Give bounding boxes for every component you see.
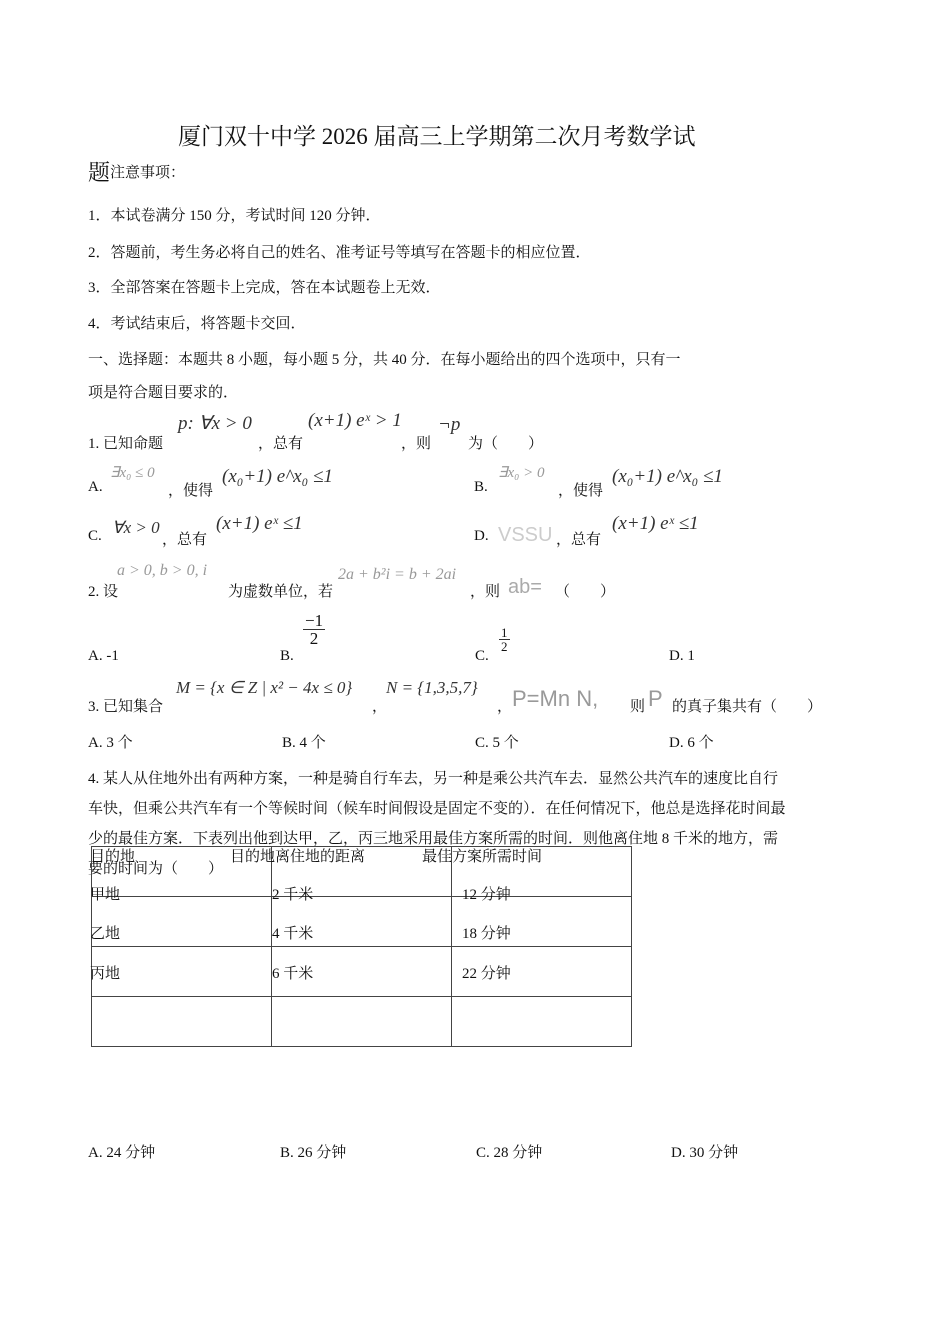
q2-option-d: D. 1 [669, 648, 695, 664]
q3-option-a: A. 3 个 [88, 735, 133, 751]
table-header: 目的地 [90, 849, 136, 865]
q1-math: (x+1) eˣ ≤1 [612, 513, 699, 534]
q3-text: 3. 已知集合 [88, 699, 164, 715]
q1-math: ¬p [438, 414, 461, 435]
table-header: 最佳方案所需时间 [422, 849, 543, 865]
table-cell: 甲地 [90, 887, 121, 903]
q3-text: 则 [630, 699, 646, 715]
q1-math: (x₀+1) e^x₀ ≤1 [612, 466, 723, 487]
q3-math: N = {1,3,5,7} [386, 678, 478, 697]
q1-text: ，总有 [162, 532, 208, 548]
q1-text: 为（ ） [468, 436, 544, 452]
q1-text: ，总有 [258, 436, 304, 452]
q1-math: (x+1) eˣ > 1 [308, 410, 402, 431]
q4-text: 要的时间为（ ） [88, 861, 224, 877]
q4-table [91, 846, 632, 1047]
notice-2: 2．答题前，考生务必将自己的姓名、准考证号等填写在答题卡的相应位置． [88, 245, 591, 261]
table-header: 目的地离住地的距离 [230, 849, 366, 865]
q1-text: ，使得 [558, 483, 604, 499]
q3-math: M = {x ∈ Z | x² − 4x ≤ 0} [176, 678, 353, 697]
table-cell: 22 分钟 [462, 966, 511, 982]
q1-text: 1. 已知命题 [88, 436, 164, 452]
q3-option-b: B. 4 个 [282, 735, 326, 751]
q2-fraction [499, 626, 510, 653]
q3-option-c: C. 5 个 [475, 735, 519, 751]
q1-option-d: D. [474, 528, 489, 544]
q2-option-c: C. [475, 648, 489, 664]
q2-fraction [303, 612, 325, 647]
q4-text: 车快，但乘公共汽车有一个等候时间（候车时间假设是固定不变的）．在任何情况下，他总是选择花时间最 [88, 801, 786, 817]
q1-faded-text: VSSU [498, 524, 553, 546]
denominator: 2 [309, 629, 319, 648]
q1-math: ∃x₀ ≤ 0 [110, 465, 155, 481]
q1-text: ，总有 [556, 532, 602, 548]
q1-option-b: B. [474, 479, 488, 495]
table-cell: 6 千米 [272, 966, 314, 982]
notice-1: 1．本试卷满分 150 分，考试时间 120 分钟． [88, 208, 381, 224]
q2-math: 2a + b²i = b + 2ai [338, 566, 457, 583]
numerator: 1 [501, 625, 508, 640]
q4-option-a: A. 24 分钟 [88, 1145, 156, 1161]
table-cell: 丙地 [90, 966, 121, 982]
q2-faded-text: ab= [508, 576, 542, 598]
q2-text: 2. 设 [88, 584, 119, 600]
notice-heading: 注意事项： [110, 165, 186, 181]
q2-text: （ ） [555, 584, 616, 600]
q2-text: 为虚数单位，若 [228, 584, 334, 600]
table-cell: 12 分钟 [462, 887, 511, 903]
q1-option-a: A. [88, 479, 103, 495]
q3-text: ， [497, 699, 513, 715]
q3-text: ， [372, 699, 388, 715]
numerator: −1 [305, 611, 324, 630]
q2-text: ，则 [470, 584, 501, 600]
q1-math: ∀x > 0 [112, 518, 160, 537]
q1-math: p: ∀x > 0 [178, 413, 252, 434]
q4-text: 4. 某人从住地外出有两种方案，一种是骑自行车去，另一种是乘公共汽车去．显然公共汽车的速度比自行 [88, 771, 779, 787]
section-heading-cont: 项是符合题目要求的． [88, 385, 239, 401]
q3-faded-text: P=Mn N, [512, 686, 599, 711]
title-continuation: 题 [88, 160, 111, 185]
q3-text: 的真子集共有（ ） [672, 699, 823, 715]
q2-option-a: A. -1 [88, 648, 119, 664]
q2-math: a > 0, b > 0, i [117, 562, 208, 579]
q4-option-d: D. 30 分钟 [671, 1145, 739, 1161]
q3-option-d: D. 6 个 [669, 735, 714, 751]
q1-option-c: C. [88, 528, 102, 544]
q1-math: (x₀+1) e^x₀ ≤1 [222, 466, 333, 487]
notice-4: 4．考试结束后，将答题卡交回． [88, 316, 306, 332]
table-cell: 4 千米 [272, 926, 314, 942]
table-cell: 乙地 [90, 926, 121, 942]
q1-math: (x+1) eˣ ≤1 [216, 513, 303, 534]
table-cell: 2 千米 [272, 887, 314, 903]
q4-option-b: B. 26 分钟 [280, 1145, 347, 1161]
q1-text: ，则 [401, 436, 432, 452]
page-title: 厦门双十中学 2026 届高三上学期第二次月考数学试 [178, 124, 696, 149]
q4-text: 少的最佳方案．下表列出他到达甲，乙，丙三地采用最佳方案所需的时间．则他离住地 8 千米的地方，需 [88, 831, 779, 847]
section-heading: 一、选择题：本题共 8 小题，每小题 5 分，共 40 分．在每小题给出的四个选项中，只有一 [88, 352, 681, 368]
table-cell: 18 分钟 [462, 926, 511, 942]
q1-text: ，使得 [168, 483, 214, 499]
q2-option-b: B. [280, 648, 294, 664]
denominator: 2 [501, 639, 508, 654]
q4-option-c: C. 28 分钟 [476, 1145, 543, 1161]
q1-math: ∃x₀ > 0 [498, 465, 545, 481]
q3-faded-text: P [648, 686, 663, 711]
notice-3: 3．全部答案在答题卡上完成，答在本试题卷上无效． [88, 280, 441, 296]
